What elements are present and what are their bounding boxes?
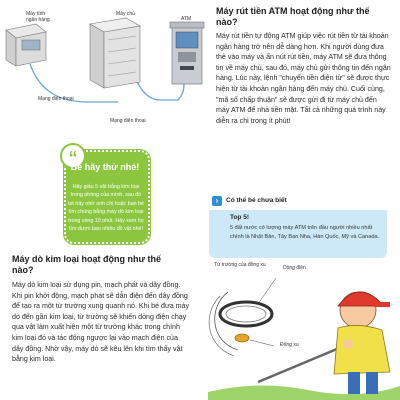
atm-body-text: Máy rút tiền tự động ATM giúp việc rút tiền từ tài khoản ngân hàng trở nên dễ dàng hơn. Khi người dùng đưa thẻ vào máy và ấn nút rút tiền, máy ATM sẽ đưa thông tin về máy chủ, sau đó, máy chủ gửi thông tin đến ngân hàng. Lúc này, lệnh "chuyển tiền điện tử" sẽ được thực hiện từ tài khoản ngân hàng đến máy chủ. Cuối cùng, "mã số chấp thuận" sẽ được gửi đi từ máy chủ đến máy ATM để nhả tiền mặt. Tất cả những quá trình này diễn ra chỉ trong ít phút!: [216, 32, 391, 125]
atm-heading: Máy rút tiền ATM hoạt động như thế nào?: [216, 6, 370, 27]
metal-detector-illustration: [198, 262, 400, 400]
boy-figure: [334, 292, 390, 394]
server-icon: [90, 18, 140, 88]
current-label: Dòng điện: [283, 265, 306, 271]
fact-text: 5 đất nước có lượng máy ATM trên đầu người nhiều nhất chính là Nhật Bản, Tây Ban Nha, Hàn Quốc, Mỹ và Canada.: [230, 225, 380, 240]
fact-subtitle: Top 5!: [230, 214, 250, 221]
bank-computer-icon: [6, 24, 46, 66]
bank-computer-label: Máy tính ngân hàng: [26, 11, 50, 23]
phone-network-label-left: Mạng điện thoại: [38, 96, 74, 102]
atm-label: ATM: [181, 16, 192, 22]
fact-icon: ›: [212, 196, 222, 206]
fact-title: Có thể bé chưa biết: [226, 197, 287, 204]
phone-network-label-right: Mạng điện thoại: [110, 118, 146, 124]
detector-heading: Máy dò kim loại hoạt động như thế nào?: [12, 254, 162, 275]
yellow-shirt: [334, 325, 390, 374]
atm-icon: [170, 22, 204, 84]
tip-text: Hãy giấu 5 vật bằng kim loại trong phòng của mình, sau đó bé hãy nhờ anh chị hoặc bạn bè tìm chúng bằng máy dò kim loại trong vòng 10 phút. Hãy xem họ tìm được bao nhiêu đồ vật nhé!: [68, 184, 144, 233]
coin: [235, 334, 249, 342]
coin-label: Đồng xu: [280, 342, 299, 348]
tip-title: Bé hãy thử nhé!: [70, 162, 140, 172]
red-cap: [338, 292, 380, 306]
quote-icon: “: [60, 143, 86, 169]
detector-body-text: Máy dò kim loại sử dụng pin, mạch phát và dây đồng. Khi pin khởi động, mạch phát sẽ dẫn điện đến dây đồng để tạo ra một từ trường xung quanh nó. Khi bé đưa máy dò đến gần kim loại, từ trường sẽ khiến dòng điện chạy qua vật làm xuất hiện một từ trường khác trong chính kim loại đó và tác động ngược lại vào mạch điện của dây đồng. Nhờ vậy, máy dò sẽ kêu lên khi tìm thấy vật bằng kim loại.: [12, 281, 190, 364]
server-label: Máy chủ: [116, 11, 135, 17]
magnetic-field-label: Từ trường của đồng xu: [214, 262, 266, 268]
